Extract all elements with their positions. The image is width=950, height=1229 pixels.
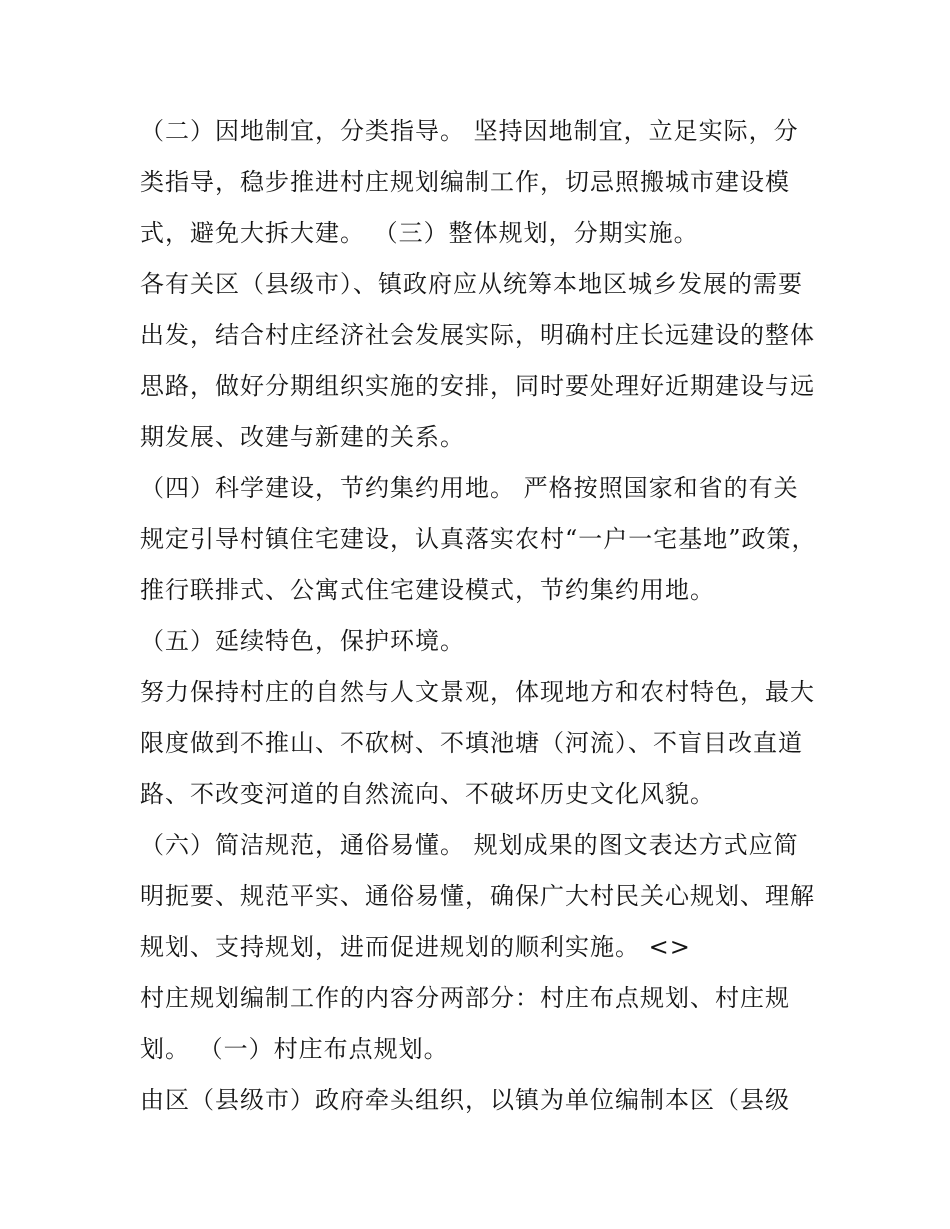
text-line: 明扼要、规范平实、通俗易懂，确保广大村民关心规划、理解	[140, 882, 815, 910]
document-body	[140, 106, 820, 1126]
text-line: （四）科学建设，节约集约用地。 严格按照国家和省的有关	[140, 474, 799, 502]
text-line: 规定引导村镇住宅建设，认真落实农村“一户一宅基地”政策，	[140, 525, 817, 553]
text-line: 村庄规划编制工作的内容分两部分：村庄布点规划、村庄规	[140, 984, 790, 1012]
text-line: 式，避免大拆大建。 （三）整体规划，分期实施。	[140, 219, 699, 247]
text-line: 由区（县级市）政府牵头组织，以镇为单位编制本区（县级	[140, 1086, 790, 1114]
text-line: 划。 （一）村庄布点规划。	[140, 1035, 449, 1063]
text-line: 限度做到不推山、不砍树、不填池塘（河流）、不盲目改直道	[140, 729, 803, 757]
text-line: 思路，做好分期组织实施的安排，同时要处理好近期建设与远	[140, 372, 815, 400]
text-line: 类指导，稳步推进村庄规划编制工作，切忌照搬城市建设模	[140, 168, 790, 196]
text-line: 规划、支持规划，进而促进规划的顺利实施。 <>	[140, 933, 691, 961]
text-line: 期发展、改建与新建的关系。	[140, 423, 465, 451]
text-line: 推行联排式、公寓式住宅建设模式，节约集约用地。	[140, 576, 715, 604]
text-line: （五）延续特色，保护环境。	[140, 627, 465, 655]
text-line: 各有关区（县级市）、镇政府应从统筹本地区城乡发展的需要	[140, 270, 803, 298]
text-line: （六）简洁规范，通俗易懂。 规划成果的图文表达方式应简	[140, 831, 799, 859]
text-line: 路、不改变河道的自然流向、不破坏历史文化风貌。	[140, 780, 715, 808]
text-line: （二）因地制宜，分类指导。 坚持因地制宜，立足实际，分	[140, 117, 799, 145]
text-line: 出发，结合村庄经济社会发展实际，明确村庄长远建设的整体	[140, 321, 815, 349]
text-line: 努力保持村庄的自然与人文景观，体现地方和农村特色，最大	[140, 678, 815, 706]
